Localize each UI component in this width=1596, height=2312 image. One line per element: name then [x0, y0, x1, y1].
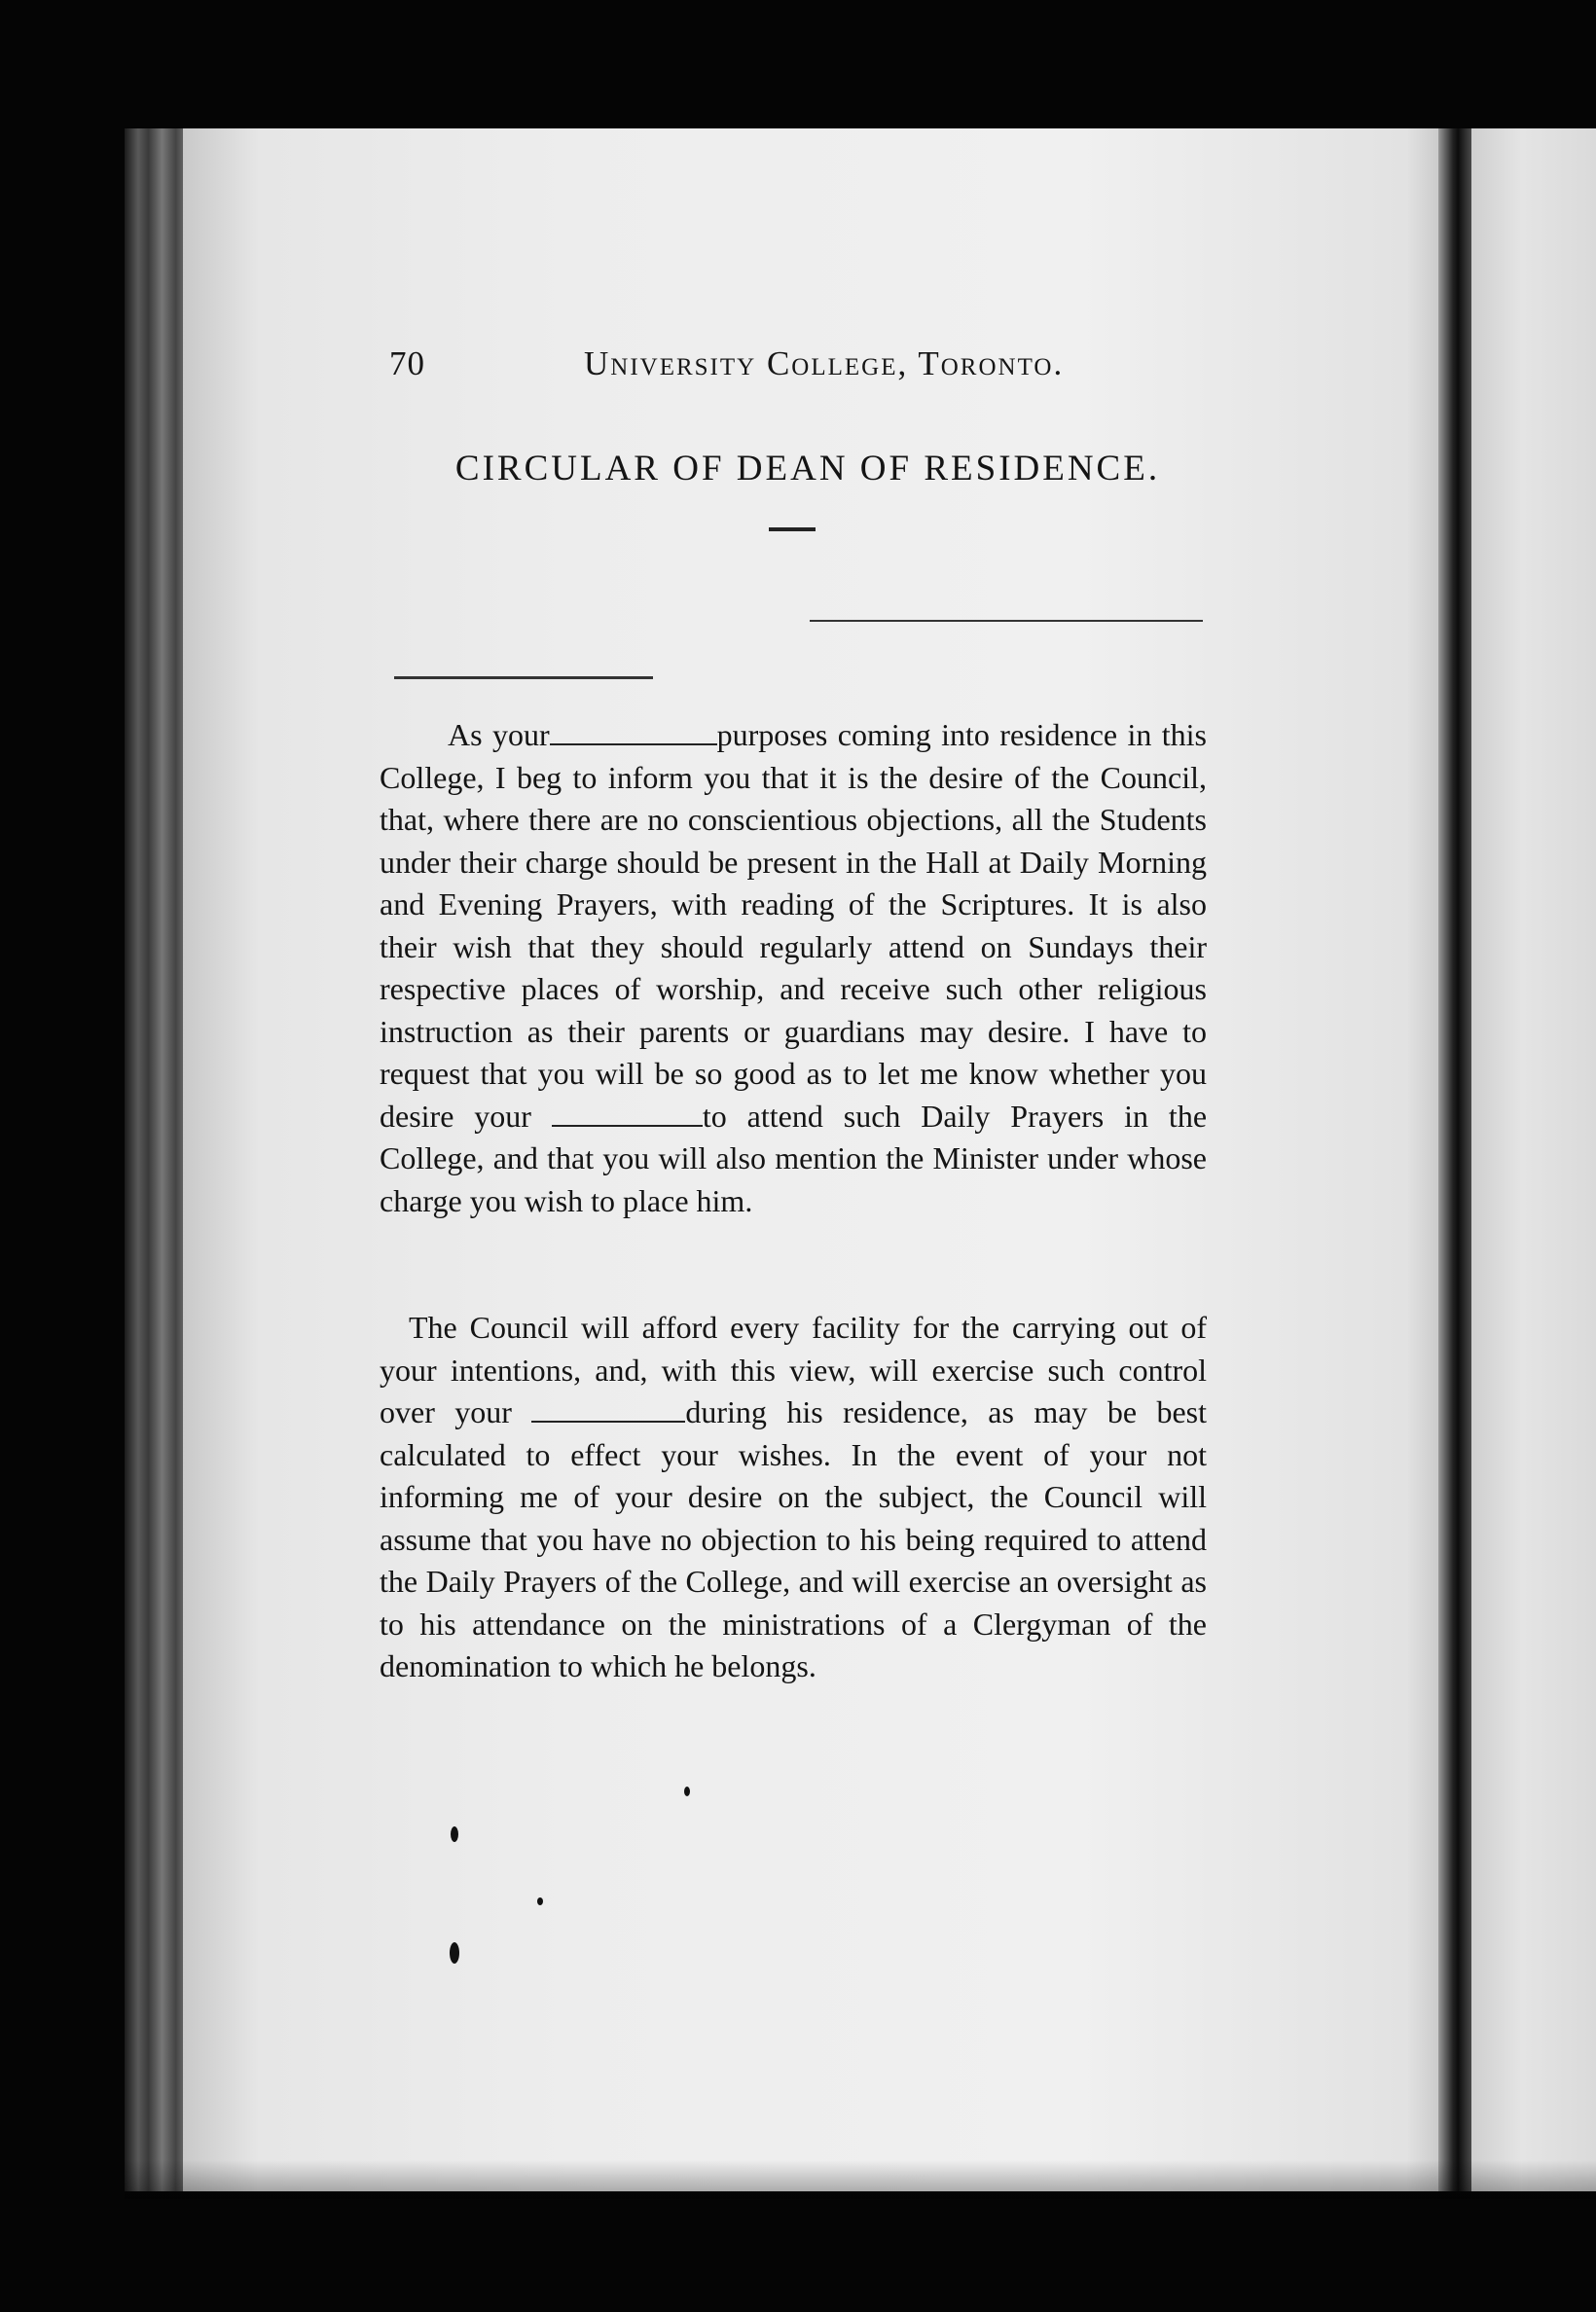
paragraph-1-text-b: purposes coming into residence in this College, I beg to inform you that it is the desire of the Council, that, where there are no conscientious objections, all the Students under their charge should be present in the Hall at Daily Morning and Evening Prayers, with reading of the Scriptures. It is also their wish that they should regularly attend on Sundays their respective places of worship, and receive such other religious instruction as their parents or guardians may desire. I have to request that you will be so good as to let me know whether you desire your: [380, 717, 1208, 1134]
scan-speck: [684, 1787, 690, 1796]
paragraph-1-text-c: to attend such Daily Prayers in the College, and that you will also mention the Minister under whose charge you wish to place him.: [380, 1098, 1208, 1218]
paragraph-2-text-b: during his residence, as may be best calculated to effect your wishes. In the event of your not informing me of your desire on the subject, the Council will assume that you have no objection to his being required to attend the Daily Prayers of the College, and will exercise an oversight as to his attendance on the ministrations of a Clergyman of the denomination to which he belongs.: [380, 1394, 1208, 1683]
section-title: CIRCULAR OF DEAN OF RESIDENCE.: [454, 449, 1161, 488]
running-head: [389, 344, 1226, 393]
book-gutter: [1438, 128, 1471, 2191]
address-blank-line: [810, 620, 1203, 622]
relation-blank: [531, 1392, 685, 1423]
paragraph-2: [380, 1307, 1207, 1688]
relation-blank: [550, 715, 717, 745]
page-number: 70: [389, 344, 425, 382]
page-shadow: [125, 2160, 1596, 2199]
salutation-blank-line: [394, 676, 653, 679]
running-head-title: University College, Toronto.: [584, 344, 1065, 382]
scan-speck: [451, 1826, 458, 1842]
scan-speck: [537, 1897, 543, 1905]
paragraph-2-text-a: The Council will afford every facility for the carrying out of your intentions, and, with this view, will exercise such control over your: [380, 1310, 1207, 1429]
title-rule: [769, 527, 816, 531]
relation-blank: [552, 1097, 703, 1127]
paragraph-1-text-a: As your: [448, 717, 550, 752]
scan-speck: [450, 1942, 459, 1964]
facing-page-edge: [1471, 128, 1596, 2191]
paragraph-1: [380, 714, 1207, 1222]
